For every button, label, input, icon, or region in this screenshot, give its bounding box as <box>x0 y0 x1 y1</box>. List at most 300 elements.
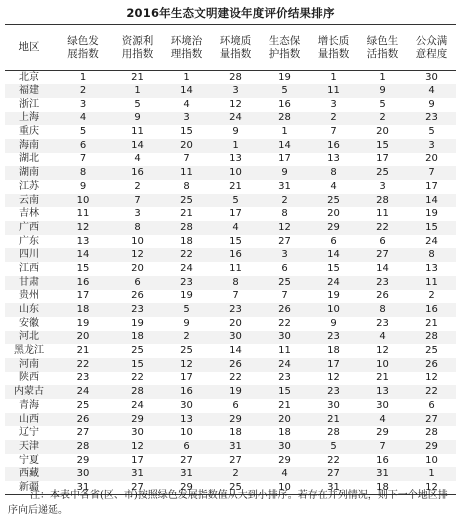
cell-region: 湖北 <box>19 153 39 165</box>
table-row <box>5 71 456 85</box>
cell-ecological-protection-index: 6 <box>281 262 288 274</box>
cell-ecological-protection-index: 7 <box>281 290 288 302</box>
cell-ecological-protection-index: 15 <box>278 386 291 398</box>
cell-environment-quality-index: 1 <box>232 139 239 151</box>
cell-environment-governance-index: 31 <box>180 468 193 480</box>
cell-growth-quality-index: 24 <box>327 276 340 288</box>
cell-region: 云南 <box>19 194 39 206</box>
cell-resource-use-index: 31 <box>131 468 144 480</box>
table-row <box>5 98 456 112</box>
cell-growth-quality-index: 19 <box>327 290 340 302</box>
cell-environment-governance-index: 17 <box>180 372 193 384</box>
cell-green-living-index: 30 <box>376 399 389 411</box>
cell-growth-quality-index: 2 <box>330 112 337 124</box>
cell-resource-use-index: 2 <box>134 180 141 192</box>
cell-growth-quality-index: 8 <box>330 167 337 179</box>
cell-green-living-index: 12 <box>376 345 389 357</box>
cell-green-living-index: 31 <box>376 468 389 480</box>
cell-environment-quality-index: 26 <box>229 358 242 370</box>
cell-green-living-index: 20 <box>376 126 389 138</box>
cell-public-satisfaction: 4 <box>428 85 435 97</box>
cell-ecological-protection-index: 20 <box>278 413 291 425</box>
cell-green-living-index: 27 <box>376 249 389 261</box>
cell-environment-governance-index: 21 <box>180 208 193 220</box>
cell-region: 江西 <box>19 262 39 274</box>
cell-growth-quality-index: 20 <box>327 208 340 220</box>
cell-green-living-index: 1 <box>379 71 386 83</box>
cell-green-development-index: 6 <box>79 139 87 151</box>
cell-region: 广西 <box>19 221 39 233</box>
cell-resource-use-index: 1 <box>134 85 141 97</box>
cell-region: 辽宁 <box>19 427 39 439</box>
cell-public-satisfaction: 28 <box>425 331 438 343</box>
table-header <box>5 25 456 71</box>
cell-environment-governance-index: 8 <box>183 180 190 192</box>
cell-resource-use-index: 7 <box>134 194 141 206</box>
cell-environment-governance-index: 11 <box>180 167 193 179</box>
cell-environment-quality-index: 18 <box>229 427 242 439</box>
column-header-region: 地区 <box>5 25 53 71</box>
cell-green-development-index: 18 <box>76 304 90 316</box>
table-row <box>5 317 456 331</box>
cell-public-satisfaction: 11 <box>425 276 438 288</box>
cell-ecological-protection-index: 3 <box>281 249 288 261</box>
table-row <box>5 276 456 290</box>
cell-environment-quality-index: 10 <box>229 167 242 179</box>
cell-green-development-index: 31 <box>53 481 113 495</box>
cell-public-satisfaction: 26 <box>425 358 438 370</box>
cell-environment-quality-index: 25 <box>211 481 260 495</box>
cell-ecological-protection-index: 16 <box>278 98 291 110</box>
cell-resource-use-index: 18 <box>131 331 144 343</box>
cell-resource-use-index: 28 <box>131 386 144 398</box>
cell-green-development-index: 15 <box>76 262 90 274</box>
cell-public-satisfaction: 29 <box>425 440 438 452</box>
cell-environment-governance-index: 3 <box>183 112 190 124</box>
cell-region: 海南 <box>19 139 39 151</box>
cell-ecological-protection-index: 31 <box>278 180 291 192</box>
cell-resource-use-index: 14 <box>131 139 144 151</box>
cell-green-development-index: 1 <box>79 71 87 83</box>
cell-ecological-protection-index: 30 <box>278 440 291 452</box>
cell-environment-quality-index: 16 <box>229 249 242 261</box>
cell-green-development-index: 28 <box>76 440 90 452</box>
cell-growth-quality-index: 25 <box>327 194 340 206</box>
cell-environment-quality-index: 6 <box>232 399 239 411</box>
cell-public-satisfaction: 1 <box>428 468 435 480</box>
cell-region: 四川 <box>19 249 39 261</box>
cell-environment-quality-index: 27 <box>229 454 242 466</box>
table-row <box>5 84 456 98</box>
cell-resource-use-index: 3 <box>134 208 141 220</box>
cell-public-satisfaction: 7 <box>428 167 435 179</box>
cell-public-satisfaction: 14 <box>425 194 438 206</box>
cell-environment-quality-index: 30 <box>229 331 242 343</box>
cell-green-living-index: 14 <box>376 262 389 274</box>
table-row <box>5 194 456 208</box>
cell-green-living-index: 2 <box>379 112 386 124</box>
cell-environment-quality-index: 20 <box>229 317 242 329</box>
cell-environment-quality-index: 31 <box>229 440 242 452</box>
cell-resource-use-index: 19 <box>131 317 144 329</box>
cell-environment-governance-index: 25 <box>180 345 193 357</box>
cell-green-living-index: 10 <box>376 358 389 370</box>
cell-green-development-index: 26 <box>76 413 90 425</box>
table-row <box>5 358 456 372</box>
table-row <box>5 454 456 468</box>
cell-environment-quality-index: 24 <box>229 112 242 124</box>
cell-environment-quality-index: 5 <box>232 194 239 206</box>
cell-resource-use-index: 9 <box>134 112 141 124</box>
cell-resource-use-index: 27 <box>113 481 162 495</box>
cell-region: 河南 <box>19 358 39 370</box>
cell-environment-governance-index: 24 <box>180 262 193 274</box>
cell-green-development-index: 2 <box>79 85 87 97</box>
cell-environment-governance-index: 4 <box>183 98 190 110</box>
cell-growth-quality-index: 10 <box>327 304 340 316</box>
table-row <box>5 303 456 317</box>
cell-ecological-protection-index: 19 <box>278 71 291 83</box>
cell-green-living-index: 21 <box>376 372 389 384</box>
cell-environment-quality-index: 9 <box>232 126 239 138</box>
table-row <box>5 235 456 249</box>
cell-ecological-protection-index: 17 <box>278 153 291 165</box>
cell-resource-use-index: 29 <box>131 413 144 425</box>
cell-green-development-index: 24 <box>76 386 90 398</box>
cell-environment-quality-index: 23 <box>229 304 242 316</box>
cell-growth-quality-index: 11 <box>327 85 340 97</box>
table-row <box>5 467 456 481</box>
cell-public-satisfaction: 23 <box>425 112 438 124</box>
table-row <box>5 221 456 235</box>
cell-ecological-protection-index: 14 <box>278 139 291 151</box>
cell-growth-quality-index: 23 <box>327 386 340 398</box>
cell-green-development-index: 14 <box>76 249 90 261</box>
cell-resource-use-index: 23 <box>131 304 144 316</box>
cell-region: 浙江 <box>19 98 39 110</box>
cell-growth-quality-index: 9 <box>330 317 337 329</box>
cell-public-satisfaction: 21 <box>425 317 438 329</box>
cell-green-development-index: 29 <box>76 454 90 466</box>
cell-green-living-index: 4 <box>379 413 386 425</box>
cell-public-satisfaction: 17 <box>425 180 438 192</box>
cell-green-development-index: 4 <box>79 112 87 124</box>
ranking-table-container <box>5 24 456 495</box>
column-header-public-satisfaction: 公众满 意程度 <box>407 25 456 71</box>
cell-green-living-index: 29 <box>376 427 389 439</box>
cell-green-living-index: 22 <box>376 221 389 233</box>
cell-growth-quality-index: 23 <box>327 331 340 343</box>
cell-region: 天津 <box>19 440 39 452</box>
cell-public-satisfaction: 15 <box>425 221 438 233</box>
cell-region: 新疆 <box>5 481 53 495</box>
cell-green-development-index: 17 <box>76 290 90 302</box>
cell-ecological-protection-index: 5 <box>281 85 288 97</box>
cell-green-living-index: 11 <box>376 208 389 220</box>
table-row <box>5 344 456 358</box>
table-row <box>5 290 456 304</box>
cell-environment-governance-index: 29 <box>162 481 211 495</box>
cell-green-development-index: 3 <box>79 98 87 110</box>
footnote: 注：本表中各省(区、市)按照绿色发展指数值从大到小排序。若存在并列情况，则下一个地区排序向后递延。 <box>8 490 448 516</box>
cell-green-development-index: 25 <box>76 399 90 411</box>
cell-region: 陕西 <box>19 372 39 384</box>
cell-resource-use-index: 20 <box>131 262 144 274</box>
cell-public-satisfaction: 27 <box>425 413 438 425</box>
cell-ecological-protection-index: 28 <box>278 112 291 124</box>
cell-ecological-protection-index: 12 <box>278 221 291 233</box>
cell-green-development-index: 23 <box>76 372 90 384</box>
cell-public-satisfaction: 3 <box>428 139 435 151</box>
cell-green-development-index: 12 <box>76 221 90 233</box>
cell-public-satisfaction: 16 <box>425 304 438 316</box>
cell-public-satisfaction: 20 <box>425 153 438 165</box>
cell-growth-quality-index: 18 <box>327 345 340 357</box>
cell-environment-quality-index: 2 <box>232 468 239 480</box>
cell-green-development-index: 21 <box>76 345 90 357</box>
table-row <box>5 125 456 139</box>
cell-green-living-index: 3 <box>379 180 386 192</box>
cell-ecological-protection-index: 21 <box>278 399 291 411</box>
cell-environment-quality-index: 22 <box>229 372 242 384</box>
cell-green-development-index: 27 <box>76 427 90 439</box>
cell-region: 吉林 <box>19 208 39 220</box>
cell-ecological-protection-index: 9 <box>281 167 288 179</box>
cell-green-living-index: 25 <box>376 167 389 179</box>
cell-green-development-index: 13 <box>76 235 90 247</box>
column-header-green-development-index: 绿色发 展指数 <box>53 25 113 71</box>
cell-region: 山西 <box>19 413 39 425</box>
column-header-environment-governance-index: 环境治 理指数 <box>162 25 211 71</box>
table-row <box>5 372 456 386</box>
cell-public-satisfaction: 6 <box>428 399 435 411</box>
column-header-resource-use-index: 资源利 用指数 <box>113 25 162 71</box>
cell-region: 北京 <box>19 71 39 83</box>
cell-environment-governance-index: 2 <box>183 331 190 343</box>
cell-green-development-index: 8 <box>79 167 87 179</box>
cell-region: 宁夏 <box>19 454 39 466</box>
cell-environment-quality-index: 13 <box>229 153 242 165</box>
cell-growth-quality-index: 1 <box>330 71 337 83</box>
cell-environment-quality-index: 14 <box>229 345 242 357</box>
cell-ecological-protection-index: 27 <box>278 235 291 247</box>
cell-ecological-protection-index: 22 <box>278 317 291 329</box>
cell-green-development-index: 19 <box>76 317 90 329</box>
cell-growth-quality-index: 29 <box>327 221 340 233</box>
cell-environment-quality-index: 15 <box>229 235 242 247</box>
cell-environment-governance-index: 13 <box>180 413 193 425</box>
cell-growth-quality-index: 5 <box>330 440 337 452</box>
cell-environment-governance-index: 28 <box>180 221 193 233</box>
cell-region: 内蒙古 <box>14 386 44 398</box>
cell-region: 甘肃 <box>19 276 39 288</box>
cell-green-living-index: 13 <box>376 386 389 398</box>
cell-ecological-protection-index: 2 <box>281 194 288 206</box>
cell-growth-quality-index: 30 <box>327 399 340 411</box>
cell-resource-use-index: 25 <box>131 345 144 357</box>
cell-resource-use-index: 6 <box>134 276 141 288</box>
cell-public-satisfaction: 22 <box>425 386 438 398</box>
cell-resource-use-index: 11 <box>131 126 144 138</box>
cell-green-living-index: 28 <box>376 194 389 206</box>
table-row <box>5 153 456 167</box>
table-row <box>5 385 456 399</box>
cell-ecological-protection-index: 23 <box>278 372 291 384</box>
cell-public-satisfaction: 28 <box>425 427 438 439</box>
cell-public-satisfaction: 9 <box>428 98 435 110</box>
cell-green-living-index: 17 <box>376 153 389 165</box>
cell-ecological-protection-index: 25 <box>278 276 291 288</box>
cell-green-development-index: 9 <box>79 180 87 192</box>
cell-ecological-protection-index: 1 <box>281 126 288 138</box>
cell-environment-quality-index: 12 <box>229 98 242 110</box>
cell-environment-governance-index: 23 <box>180 276 193 288</box>
cell-resource-use-index: 5 <box>134 98 141 110</box>
cell-green-living-index: 8 <box>379 304 386 316</box>
cell-region: 江苏 <box>19 180 39 192</box>
cell-resource-use-index: 17 <box>131 454 144 466</box>
cell-environment-quality-index: 4 <box>232 221 239 233</box>
cell-ecological-protection-index: 4 <box>281 468 288 480</box>
cell-environment-governance-index: 1 <box>183 71 190 83</box>
table-row <box>5 413 456 427</box>
cell-public-satisfaction: 8 <box>428 249 435 261</box>
cell-growth-quality-index: 21 <box>327 413 340 425</box>
cell-green-living-index: 16 <box>376 454 389 466</box>
cell-region: 黑龙江 <box>14 345 44 357</box>
cell-environment-quality-index: 17 <box>229 208 242 220</box>
cell-green-development-index: 20 <box>76 331 90 343</box>
table-row <box>5 139 456 153</box>
cell-growth-quality-index: 7 <box>330 126 337 138</box>
cell-environment-quality-index: 19 <box>229 386 242 398</box>
cell-environment-governance-index: 22 <box>180 249 193 261</box>
cell-region: 广东 <box>19 235 39 247</box>
cell-green-development-index: 5 <box>79 126 87 138</box>
cell-green-living-index: 6 <box>379 235 386 247</box>
cell-growth-quality-index: 28 <box>327 427 340 439</box>
cell-resource-use-index: 4 <box>134 153 141 165</box>
cell-public-satisfaction: 25 <box>425 345 438 357</box>
cell-green-living-index: 9 <box>379 85 386 97</box>
cell-resource-use-index: 22 <box>131 372 144 384</box>
cell-ecological-protection-index: 10 <box>260 481 309 495</box>
cell-region: 湖南 <box>19 167 39 179</box>
cell-environment-governance-index: 12 <box>180 358 193 370</box>
cell-growth-quality-index: 4 <box>330 180 337 192</box>
cell-environment-governance-index: 5 <box>183 304 190 316</box>
cell-green-living-index: 23 <box>376 276 389 288</box>
cell-growth-quality-index: 22 <box>327 454 340 466</box>
cell-ecological-protection-index: 11 <box>278 345 291 357</box>
cell-environment-quality-index: 8 <box>232 276 239 288</box>
column-header-growth-quality-index: 增长质 量指数 <box>309 25 358 71</box>
cell-ecological-protection-index: 24 <box>278 358 291 370</box>
cell-growth-quality-index: 3 <box>330 98 337 110</box>
cell-environment-quality-index: 29 <box>229 413 242 425</box>
column-header-ecological-protection-index: 生态保 护指数 <box>260 25 309 71</box>
cell-ecological-protection-index: 18 <box>278 427 291 439</box>
cell-environment-governance-index: 25 <box>180 194 193 206</box>
cell-growth-quality-index: 13 <box>327 153 340 165</box>
cell-environment-governance-index: 19 <box>180 290 193 302</box>
cell-environment-governance-index: 10 <box>180 427 193 439</box>
cell-region: 山东 <box>19 304 39 316</box>
cell-green-living-index: 18 <box>358 481 407 495</box>
cell-ecological-protection-index: 30 <box>278 331 291 343</box>
cell-region: 安徽 <box>19 317 39 329</box>
table-row <box>5 331 456 345</box>
table-row <box>5 440 456 454</box>
cell-ecological-protection-index: 26 <box>278 304 291 316</box>
table-row <box>5 166 456 180</box>
cell-public-satisfaction: 30 <box>425 71 438 83</box>
cell-resource-use-index: 10 <box>131 235 144 247</box>
table-row <box>5 248 456 262</box>
cell-growth-quality-index: 17 <box>327 358 340 370</box>
cell-green-development-index: 16 <box>76 276 90 288</box>
cell-public-satisfaction: 5 <box>428 126 435 138</box>
cell-environment-governance-index: 14 <box>180 85 193 97</box>
cell-public-satisfaction: 24 <box>425 235 438 247</box>
cell-resource-use-index: 12 <box>131 249 144 261</box>
cell-resource-use-index: 26 <box>131 290 144 302</box>
cell-environment-quality-index: 21 <box>229 180 242 192</box>
cell-public-satisfaction: 12 <box>407 481 456 495</box>
header-row <box>5 25 456 71</box>
cell-environment-quality-index: 7 <box>232 290 239 302</box>
column-header-environment-quality-index: 环境质 量指数 <box>211 25 260 71</box>
cell-public-satisfaction: 13 <box>425 262 438 274</box>
cell-growth-quality-index: 15 <box>327 262 340 274</box>
table-row <box>5 207 456 221</box>
cell-region: 西藏 <box>19 468 39 480</box>
ranking-table <box>5 24 456 495</box>
cell-environment-governance-index: 27 <box>180 454 193 466</box>
cell-environment-governance-index: 6 <box>183 440 190 452</box>
cell-growth-quality-index: 31 <box>309 481 358 495</box>
table-row <box>5 112 456 126</box>
cell-environment-governance-index: 15 <box>180 126 193 138</box>
cell-green-living-index: 7 <box>379 440 386 452</box>
table-row <box>5 399 456 413</box>
cell-growth-quality-index: 6 <box>330 235 337 247</box>
cell-green-living-index: 15 <box>376 139 389 151</box>
cell-growth-quality-index: 12 <box>327 372 340 384</box>
cell-environment-quality-index: 11 <box>229 262 242 274</box>
cell-region: 河北 <box>19 331 39 343</box>
cell-region: 重庆 <box>19 126 39 138</box>
cell-region: 青海 <box>19 399 39 411</box>
cell-green-living-index: 23 <box>376 317 389 329</box>
cell-public-satisfaction: 10 <box>425 454 438 466</box>
cell-green-living-index: 4 <box>379 331 386 343</box>
cell-resource-use-index: 8 <box>134 221 141 233</box>
cell-resource-use-index: 24 <box>131 399 144 411</box>
cell-green-development-index: 7 <box>79 153 87 165</box>
cell-public-satisfaction: 19 <box>425 208 438 220</box>
cell-environment-governance-index: 30 <box>180 399 193 411</box>
cell-environment-governance-index: 20 <box>180 139 193 151</box>
cell-resource-use-index: 30 <box>131 427 144 439</box>
cell-green-living-index: 5 <box>379 98 386 110</box>
cell-region: 上海 <box>19 112 39 124</box>
cell-ecological-protection-index: 29 <box>278 454 291 466</box>
cell-green-development-index: 11 <box>76 208 90 220</box>
cell-growth-quality-index: 14 <box>327 249 340 261</box>
cell-region: 福建 <box>19 85 39 97</box>
cell-resource-use-index: 21 <box>131 71 144 83</box>
